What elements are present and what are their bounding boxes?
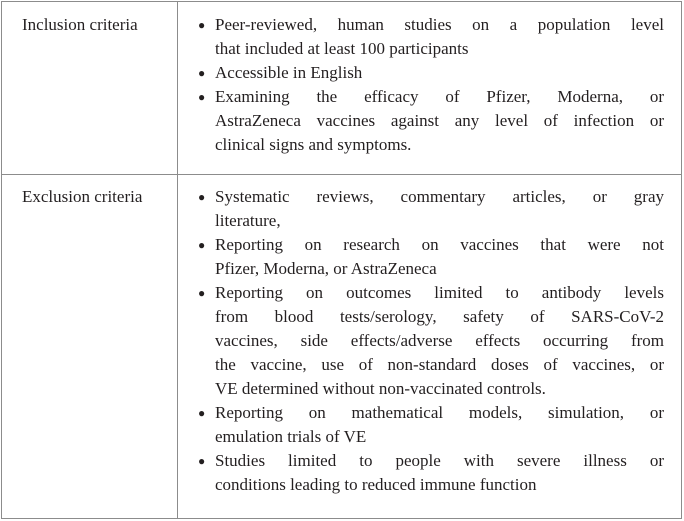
criteria-item xyxy=(192,449,664,497)
criteria-line: AstraZeneca vaccines against any level of infection or xyxy=(215,111,664,130)
criteria-line: Reporting on research on vaccines that were not xyxy=(215,235,664,254)
criteria-text xyxy=(215,449,664,497)
exclusion-label: Exclusion criteria xyxy=(22,187,143,206)
inclusion-list xyxy=(192,13,664,157)
criteria-line: VE determined without non-vaccinated controls. xyxy=(215,379,546,398)
criteria-item xyxy=(192,61,664,85)
criteria-line: emulation trials of VE xyxy=(215,427,367,446)
criteria-text xyxy=(215,401,664,449)
bullet-icon: ● xyxy=(198,90,206,104)
criteria-line: Reporting on outcomes limited to antibody levels xyxy=(215,283,664,302)
bullet-icon: ● xyxy=(198,454,206,468)
column-divider xyxy=(177,174,178,518)
exclusion-list xyxy=(192,185,664,497)
column-divider xyxy=(177,2,178,174)
bullet-icon: ● xyxy=(198,286,206,300)
criteria-text xyxy=(215,233,664,281)
criteria-item xyxy=(192,233,664,281)
criteria-line: Reporting on mathematical models, simulation, or xyxy=(215,403,664,422)
criteria-text xyxy=(215,281,664,401)
criteria-line: Examining the efficacy of Pfizer, Moderna, or xyxy=(215,87,664,106)
criteria-line: vaccines, side effects/adverse effects occurring from xyxy=(215,331,664,350)
criteria-text xyxy=(215,13,664,61)
criteria-table xyxy=(1,1,682,519)
criteria-line: Peer-reviewed, human studies on a population level xyxy=(215,15,664,34)
criteria-item xyxy=(192,13,664,61)
criteria-item xyxy=(192,401,664,449)
criteria-line: Accessible in English xyxy=(215,63,363,82)
inclusion-label: Inclusion criteria xyxy=(22,15,138,34)
criteria-item xyxy=(192,185,664,233)
criteria-line: that included at least 100 participants xyxy=(215,39,469,58)
criteria-item xyxy=(192,281,664,401)
bullet-icon: ● xyxy=(198,18,206,32)
bullet-icon: ● xyxy=(198,238,206,252)
bullet-icon: ● xyxy=(198,406,206,420)
criteria-line: Pfizer, Moderna, or AstraZeneca xyxy=(215,259,437,278)
criteria-line: Systematic reviews, commentary articles, or gray xyxy=(215,187,664,206)
criteria-text xyxy=(215,185,664,233)
criteria-text xyxy=(215,61,664,85)
criteria-line: Studies limited to people with severe illness or xyxy=(215,451,664,470)
criteria-line: conditions leading to reduced immune function xyxy=(215,475,537,494)
criteria-line: clinical signs and symptoms. xyxy=(215,135,412,154)
exclusion-row xyxy=(2,174,681,518)
bullet-icon: ● xyxy=(198,66,206,80)
criteria-line: from blood tests/serology, safety of SARS-CoV-2 xyxy=(215,307,664,326)
criteria-text xyxy=(215,85,664,157)
criteria-line: the vaccine, use of non-standard doses of vaccines, or xyxy=(215,355,664,374)
inclusion-row xyxy=(2,2,681,175)
criteria-item xyxy=(192,85,664,157)
bullet-icon: ● xyxy=(198,190,206,204)
criteria-line: literature, xyxy=(215,211,281,230)
